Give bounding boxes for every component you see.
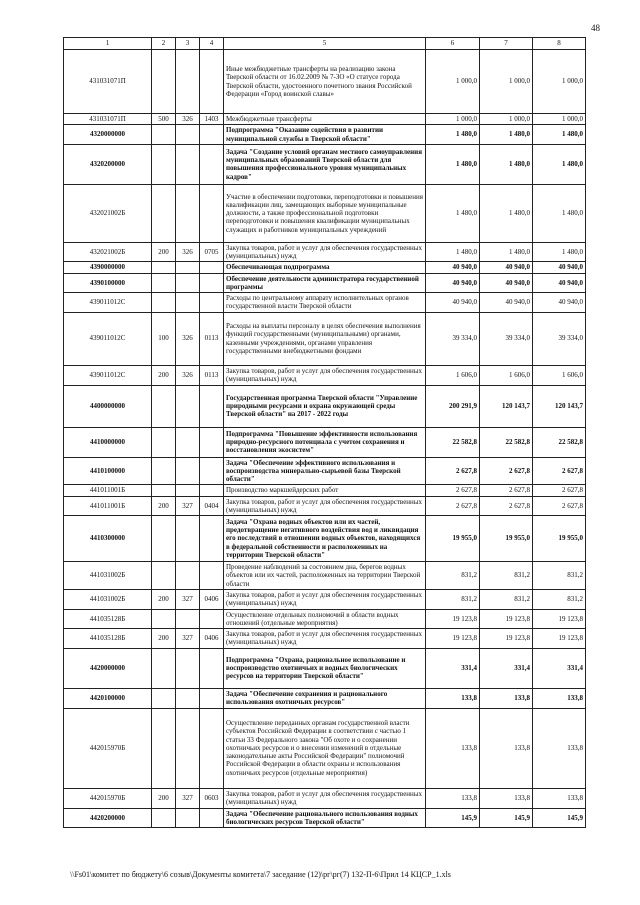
cell-description: Закупка товаров, работ и услуг для обеспечения государственных (муниципальных) нужд <box>224 590 426 610</box>
cell-expense-type: 200 <box>152 365 176 385</box>
cell-amount-year1: 2 627,8 <box>426 485 480 496</box>
cell-expense-type <box>152 609 176 629</box>
cell-expense-type <box>152 50 176 114</box>
cell-amount-year1: 1 000,0 <box>426 50 480 114</box>
column-header: 1 <box>64 38 152 50</box>
cell-target-code: 441011001Б <box>64 496 152 516</box>
cell-amount-year3: 831,2 <box>533 590 586 610</box>
cell-description: Осуществление переданных органам государственной власти субъектов Российской Федерации в соответствии с частью 1 статьи 33 Федерального закона "Об охоте и о сохранении охотничьих ресурсов и о внесении изменений в отдельные законодательные акты Российской Федерации" полномочий Российской Федерации в области охраны и использования охотничьих ресурсов (отдельные мероприятия) <box>224 708 426 788</box>
cell-amount-year2: 133,8 <box>480 688 533 708</box>
table-row <box>64 788 586 808</box>
cell-description: Подпрограмма "Оказание содействия в развитии муниципальной службы в Тверской области" <box>224 125 426 145</box>
table-row <box>64 125 586 145</box>
cell-target-code: 441031002Б <box>64 590 152 610</box>
cell-amount-year2: 40 940,0 <box>480 273 533 293</box>
cell-amount-year2: 831,2 <box>480 590 533 610</box>
cell-amount-year1: 19 955,0 <box>426 516 480 562</box>
cell-amount-year3: 1 000,0 <box>533 114 586 125</box>
cell-amount-year3: 1 480,0 <box>533 184 586 242</box>
cell-target-code: 441031002Б <box>64 562 152 590</box>
cell-amount-year1: 1 480,0 <box>426 242 480 262</box>
cell-administrator <box>176 609 200 629</box>
cell-amount-year3: 39 334,0 <box>533 312 586 365</box>
cell-description: Расходы по центральному аппарату исполнительных органов государственной власти Тверской области <box>224 293 426 313</box>
page-number: 48 <box>591 23 600 33</box>
cell-administrator: 326 <box>176 114 200 125</box>
table-row <box>64 516 586 562</box>
column-header: 7 <box>480 38 533 50</box>
cell-expense-type: 200 <box>152 590 176 610</box>
cell-expense-type: 200 <box>152 788 176 808</box>
cell-administrator: 326 <box>176 312 200 365</box>
cell-administrator <box>176 688 200 708</box>
cell-administrator: 327 <box>176 788 200 808</box>
cell-description: Задача "Обеспечение эффективного использования и воспроизводства минерально-сырьевой базы Тверской области" <box>224 457 426 485</box>
cell-target-code: 441011001Б <box>64 485 152 496</box>
cell-amount-year2: 831,2 <box>480 562 533 590</box>
cell-expense-type <box>152 457 176 485</box>
cell-target-code: 4410000000 <box>64 427 152 457</box>
cell-target-code: 431031071П <box>64 50 152 114</box>
cell-target-code: 442015970Б <box>64 708 152 788</box>
cell-amount-year3: 1 480,0 <box>533 242 586 262</box>
table-row <box>64 312 586 365</box>
cell-expense-type <box>152 485 176 496</box>
cell-amount-year1: 39 334,0 <box>426 312 480 365</box>
cell-description: Государственная программа Тверской области "Управление природными ресурсами и охрана окружающей среды Тверской области" на 2017 - 2022 годы <box>224 385 426 427</box>
cell-amount-year1: 2 627,8 <box>426 496 480 516</box>
cell-amount-year1: 40 940,0 <box>426 293 480 313</box>
cell-section <box>200 144 224 184</box>
cell-target-code: 439011012С <box>64 365 152 385</box>
cell-target-code: 4390100000 <box>64 273 152 293</box>
cell-section <box>200 385 224 427</box>
cell-amount-year3: 831,2 <box>533 562 586 590</box>
cell-target-code: 4420100000 <box>64 688 152 708</box>
cell-section <box>200 562 224 590</box>
cell-section <box>200 293 224 313</box>
cell-target-code: 4320200000 <box>64 144 152 184</box>
cell-amount-year2: 19 123,8 <box>480 609 533 629</box>
cell-section: 0406 <box>200 629 224 649</box>
column-header: 8 <box>533 38 586 50</box>
cell-amount-year2: 22 582,8 <box>480 427 533 457</box>
cell-amount-year2: 19 123,8 <box>480 629 533 649</box>
cell-amount-year2: 120 143,7 <box>480 385 533 427</box>
cell-expense-type: 200 <box>152 242 176 262</box>
cell-expense-type <box>152 427 176 457</box>
cell-administrator <box>176 385 200 427</box>
cell-expense-type <box>152 648 176 688</box>
cell-description: Закупка товаров, работ и услуг для обеспечения государственных (муниципальных) нужд <box>224 496 426 516</box>
table-row <box>64 385 586 427</box>
cell-amount-year3: 40 940,0 <box>533 293 586 313</box>
cell-section <box>200 485 224 496</box>
cell-administrator <box>176 125 200 145</box>
cell-amount-year1: 1 480,0 <box>426 125 480 145</box>
cell-amount-year2: 1 606,0 <box>480 365 533 385</box>
cell-section: 0705 <box>200 242 224 262</box>
cell-administrator <box>176 50 200 114</box>
cell-section <box>200 125 224 145</box>
header-row <box>64 38 586 50</box>
cell-description: Участие в обеспечении подготовки, переподготовки и повышения квалификации лиц, замещающих выборные муниципальные должности, а также профессиональной подготовки переподготовки и повышения квалификации муниципальных служащих и работников муниципальных учреждений <box>224 184 426 242</box>
cell-section <box>200 262 224 273</box>
cell-amount-year1: 145,9 <box>426 808 480 828</box>
cell-description: Задача "Охрана водных объектов или их частей, предотвращение негативного воздействия вод и ликвидация его последствий в отношении водных объектов, находящихся в федеральной собственности и расположенных на территории Тверской области" <box>224 516 426 562</box>
cell-target-code: 439011012С <box>64 312 152 365</box>
table-row <box>64 562 586 590</box>
cell-target-code: 4390000000 <box>64 262 152 273</box>
table-row <box>64 184 586 242</box>
cell-description: Задача "Обеспечение сохранения и рационального использования охотничьих ресурсов" <box>224 688 426 708</box>
cell-section: 0406 <box>200 590 224 610</box>
table-row <box>64 427 586 457</box>
cell-description: Задача "Создание условий органам местного самоуправления муниципальных образований Тверской области для повышения профессионального уровня муниципальных кадров" <box>224 144 426 184</box>
cell-administrator <box>176 144 200 184</box>
cell-target-code: 432021002Б <box>64 242 152 262</box>
cell-amount-year2: 133,8 <box>480 708 533 788</box>
cell-section: 0113 <box>200 312 224 365</box>
table-row <box>64 242 586 262</box>
file-path-footer: \\Fs01\комитет по бюджету\6 созыв\Документы комитета\7 заседание (12)\рг\рг(7) 132-П-6\Прил 14 КЦСР_1.xls <box>70 870 451 879</box>
cell-amount-year1: 200 291,9 <box>426 385 480 427</box>
cell-administrator <box>176 273 200 293</box>
cell-amount-year1: 831,2 <box>426 562 480 590</box>
table-row <box>64 293 586 313</box>
cell-administrator: 326 <box>176 242 200 262</box>
cell-amount-year2: 19 955,0 <box>480 516 533 562</box>
cell-administrator <box>176 808 200 828</box>
cell-description: Проведение наблюдений за состоянием дна, берегов водных объектов или их частей, расположенных на территории Тверской области <box>224 562 426 590</box>
cell-administrator <box>176 516 200 562</box>
cell-target-code: 4410100000 <box>64 457 152 485</box>
cell-description: Закупка товаров, работ и услуг для обеспечения государственных (муниципальных) нужд <box>224 629 426 649</box>
table-row <box>64 590 586 610</box>
cell-section: 0603 <box>200 788 224 808</box>
cell-amount-year2: 1 000,0 <box>480 50 533 114</box>
cell-description: Обеспечение деятельности администратора государственной программы <box>224 273 426 293</box>
cell-amount-year3: 120 143,7 <box>533 385 586 427</box>
cell-amount-year1: 1 480,0 <box>426 184 480 242</box>
cell-section <box>200 516 224 562</box>
cell-expense-type: 500 <box>152 114 176 125</box>
table-row <box>64 144 586 184</box>
table-row <box>64 50 586 114</box>
table-row <box>64 273 586 293</box>
table-row <box>64 688 586 708</box>
table-row <box>64 808 586 828</box>
cell-target-code: 4420000000 <box>64 648 152 688</box>
cell-amount-year2: 2 627,8 <box>480 457 533 485</box>
cell-target-code: 442015970Б <box>64 788 152 808</box>
cell-administrator <box>176 457 200 485</box>
cell-amount-year1: 133,8 <box>426 708 480 788</box>
cell-amount-year1: 133,8 <box>426 688 480 708</box>
cell-administrator <box>176 262 200 273</box>
cell-description: Задача "Обеспечение рационального использования водных биологических ресурсов Тверской области" <box>224 808 426 828</box>
cell-amount-year3: 22 582,8 <box>533 427 586 457</box>
cell-target-code: 431031071П <box>64 114 152 125</box>
cell-expense-type: 200 <box>152 629 176 649</box>
cell-amount-year3: 133,8 <box>533 788 586 808</box>
cell-section: 0113 <box>200 365 224 385</box>
cell-amount-year1: 19 123,8 <box>426 629 480 649</box>
cell-amount-year1: 1 000,0 <box>426 114 480 125</box>
cell-target-code: 4400000000 <box>64 385 152 427</box>
cell-amount-year3: 19 123,8 <box>533 609 586 629</box>
cell-expense-type <box>152 273 176 293</box>
cell-target-code: 4410300000 <box>64 516 152 562</box>
cell-amount-year2: 2 627,8 <box>480 496 533 516</box>
cell-expense-type: 100 <box>152 312 176 365</box>
cell-administrator: 326 <box>176 365 200 385</box>
cell-description: Осуществление отдельных полномочий в области водных отношений (отдельные мероприятия) <box>224 609 426 629</box>
cell-target-code: 432021002Б <box>64 184 152 242</box>
cell-section <box>200 457 224 485</box>
cell-amount-year3: 1 000,0 <box>533 50 586 114</box>
cell-amount-year1: 133,8 <box>426 788 480 808</box>
cell-target-code: 439011012С <box>64 293 152 313</box>
cell-administrator <box>176 427 200 457</box>
table-row <box>64 629 586 649</box>
cell-amount-year3: 19 123,8 <box>533 629 586 649</box>
cell-description: Расходы на выплаты персоналу в целях обеспечения выполнения функций государственными (муниципальными) органами, казенными учреждениями, органами управления государственными внебюджетными фондами <box>224 312 426 365</box>
cell-description: Подпрограмма "Повышение эффективности использования природно-ресурсного потенциала с учетом сохранения и восстановления экосистем" <box>224 427 426 457</box>
cell-amount-year2: 1 480,0 <box>480 125 533 145</box>
cell-expense-type <box>152 262 176 273</box>
cell-administrator <box>176 293 200 313</box>
cell-amount-year3: 2 627,8 <box>533 496 586 516</box>
cell-administrator <box>176 562 200 590</box>
cell-description: Иные межбюджетные трансферты на реализацию закона Тверской области от 16.02.2009 № 7-ЗО «О статусе города Тверской области, удостоенного почетного звания Российской Федерации «Город воинской славы» <box>224 50 426 114</box>
cell-description: Производство маркшейдерских работ <box>224 485 426 496</box>
cell-amount-year2: 1 000,0 <box>480 114 533 125</box>
cell-amount-year2: 145,9 <box>480 808 533 828</box>
cell-expense-type <box>152 125 176 145</box>
table-row <box>64 114 586 125</box>
cell-expense-type <box>152 293 176 313</box>
table-row <box>64 648 586 688</box>
column-header: 5 <box>224 38 426 50</box>
cell-administrator: 327 <box>176 590 200 610</box>
cell-expense-type <box>152 688 176 708</box>
cell-amount-year2: 133,8 <box>480 788 533 808</box>
cell-section <box>200 708 224 788</box>
cell-section <box>200 184 224 242</box>
cell-administrator: 327 <box>176 496 200 516</box>
cell-administrator <box>176 184 200 242</box>
table-row <box>64 609 586 629</box>
cell-amount-year2: 331,4 <box>480 648 533 688</box>
cell-amount-year1: 19 123,8 <box>426 609 480 629</box>
cell-description: Подпрограмма "Охрана, рациональное использование и воспроизводство охотничьих и водных биологических ресурсов на территории Тверской области" <box>224 648 426 688</box>
cell-section <box>200 273 224 293</box>
cell-administrator: 327 <box>176 629 200 649</box>
cell-amount-year3: 133,8 <box>533 708 586 788</box>
cell-amount-year1: 1 606,0 <box>426 365 480 385</box>
column-header: 3 <box>176 38 200 50</box>
cell-amount-year3: 2 627,8 <box>533 457 586 485</box>
cell-amount-year1: 40 940,0 <box>426 273 480 293</box>
cell-amount-year3: 1 480,0 <box>533 125 586 145</box>
cell-amount-year2: 40 940,0 <box>480 262 533 273</box>
cell-section <box>200 808 224 828</box>
cell-target-code: 4420200000 <box>64 808 152 828</box>
cell-amount-year3: 133,8 <box>533 688 586 708</box>
cell-amount-year1: 22 582,8 <box>426 427 480 457</box>
cell-amount-year2: 40 940,0 <box>480 293 533 313</box>
table-row <box>64 262 586 273</box>
cell-section <box>200 688 224 708</box>
cell-target-code: 441035128Б <box>64 609 152 629</box>
cell-administrator <box>176 648 200 688</box>
cell-target-code: 4320000000 <box>64 125 152 145</box>
cell-section <box>200 427 224 457</box>
cell-amount-year3: 145,9 <box>533 808 586 828</box>
cell-amount-year1: 331,4 <box>426 648 480 688</box>
cell-amount-year3: 1 606,0 <box>533 365 586 385</box>
cell-expense-type <box>152 708 176 788</box>
cell-expense-type <box>152 144 176 184</box>
table-row <box>64 365 586 385</box>
cell-section <box>200 648 224 688</box>
cell-amount-year2: 2 627,8 <box>480 485 533 496</box>
cell-amount-year2: 39 334,0 <box>480 312 533 365</box>
cell-expense-type: 200 <box>152 496 176 516</box>
cell-amount-year1: 40 940,0 <box>426 262 480 273</box>
cell-section: 1403 <box>200 114 224 125</box>
cell-amount-year1: 1 480,0 <box>426 144 480 184</box>
table-row <box>64 496 586 516</box>
cell-expense-type <box>152 184 176 242</box>
cell-description: Межбюджетные трансферты <box>224 114 426 125</box>
cell-amount-year3: 2 627,8 <box>533 485 586 496</box>
cell-expense-type <box>152 808 176 828</box>
cell-amount-year1: 2 627,8 <box>426 457 480 485</box>
budget-table <box>63 37 586 828</box>
cell-target-code: 441035128Б <box>64 629 152 649</box>
table-body <box>64 38 586 828</box>
cell-amount-year1: 831,2 <box>426 590 480 610</box>
cell-description: Закупка товаров, работ и услуг для обеспечения государственных (муниципальных) нужд <box>224 365 426 385</box>
cell-expense-type <box>152 385 176 427</box>
column-header: 2 <box>152 38 176 50</box>
cell-amount-year2: 1 480,0 <box>480 144 533 184</box>
column-header: 4 <box>200 38 224 50</box>
cell-amount-year3: 40 940,0 <box>533 273 586 293</box>
cell-amount-year3: 331,4 <box>533 648 586 688</box>
cell-administrator <box>176 485 200 496</box>
column-header: 6 <box>426 38 480 50</box>
cell-amount-year3: 1 480,0 <box>533 144 586 184</box>
table-row <box>64 485 586 496</box>
cell-expense-type <box>152 516 176 562</box>
cell-section: 0404 <box>200 496 224 516</box>
cell-section <box>200 50 224 114</box>
cell-expense-type <box>152 562 176 590</box>
cell-amount-year3: 40 940,0 <box>533 262 586 273</box>
cell-amount-year3: 19 955,0 <box>533 516 586 562</box>
cell-description: Закупка товаров, работ и услуг для обеспечения государственных (муниципальных) нужд <box>224 788 426 808</box>
cell-amount-year2: 1 480,0 <box>480 184 533 242</box>
cell-description: Закупка товаров, работ и услуг для обеспечения государственных (муниципальных) нужд <box>224 242 426 262</box>
cell-section <box>200 609 224 629</box>
table-row <box>64 708 586 788</box>
cell-description: Обеспечивающая подпрограмма <box>224 262 426 273</box>
cell-administrator <box>176 708 200 788</box>
cell-amount-year2: 1 480,0 <box>480 242 533 262</box>
table-row <box>64 457 586 485</box>
